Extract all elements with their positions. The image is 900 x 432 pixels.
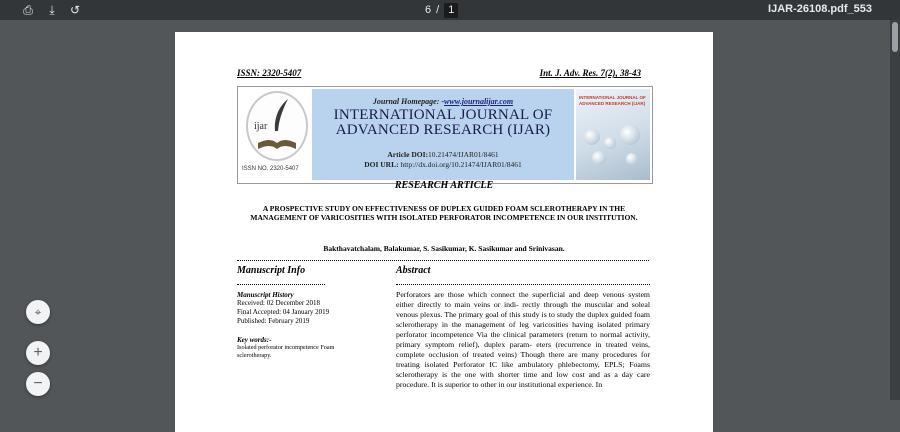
journal-title-line1: INTERNATIONAL JOURNAL OF — [333, 107, 553, 123]
molecule-graphic — [584, 129, 600, 145]
fit-page-icon: ⌖ — [34, 305, 42, 319]
abstract-heading: Abstract — [396, 265, 431, 276]
zoom-out-button[interactable] — [26, 372, 50, 396]
article-doi: 10.21474/IJAR01/8461 — [427, 150, 499, 159]
file-name: IJAR-26108.pdf_553 — [768, 3, 872, 15]
citation-header: Int. J. Adv. Res. 7(2), 38-43 — [539, 68, 641, 78]
manuscript-info-heading: Manuscript Info — [237, 265, 306, 276]
molecule-graphic — [604, 137, 616, 149]
abstract-divider — [396, 284, 650, 285]
page-number-input[interactable]: 1 — [444, 3, 458, 18]
section-divider — [237, 260, 649, 261]
journal-title-band — [312, 89, 574, 180]
page-separator: / — [436, 4, 440, 16]
logo-issn: ISSN NO. 2320-5407 — [242, 166, 299, 172]
accepted-date: Final Accepted: 04 January 2019 — [237, 308, 330, 316]
issn-header: ISSN: 2320-5407 — [237, 68, 302, 78]
molecule-graphic — [592, 151, 606, 165]
logo-text: ijar — [254, 121, 268, 132]
minus-icon: − — [33, 375, 43, 392]
download-icon[interactable]: ⤓ — [49, 3, 55, 17]
journal-logo — [240, 89, 310, 180]
journal-cover-thumbnail — [576, 89, 650, 180]
journal-title-line2: ADVANCED RESEARCH (IJAR) — [335, 122, 551, 138]
homepage-link[interactable]: www.journalijar.com — [444, 97, 514, 106]
article-type: RESEARCH ARTICLE — [394, 180, 494, 191]
journal-homepage — [312, 97, 574, 106]
journal-title — [312, 108, 574, 138]
rotate-icon[interactable]: ↺ — [69, 3, 81, 17]
fit-page-button[interactable] — [26, 300, 50, 324]
print-icon[interactable]: ⎙ — [23, 3, 33, 17]
published-date: Published: February 2019 — [237, 317, 310, 325]
author-list: Bakthavatchalam, Balakumar, S. Sasikumar, K. Sasikumar and Srinivasan. — [323, 244, 565, 253]
info-divider — [237, 284, 325, 285]
cover-title: INTERNATIONAL JOURNAL OF ADVANCED RESEARCH (IJAR) — [579, 95, 646, 106]
plus-icon: + — [33, 344, 43, 361]
pdf-page — [175, 32, 713, 432]
keywords: Isolated perforator incompetence Foam sclerotherapy. — [237, 344, 335, 360]
molecule-graphic — [620, 125, 640, 145]
abstract-text: Perforators are those which connect the superficial and deep venous system either directly to main veins or indi- rectly through the muscular and soleal venous plexus. The primary goal of this study is to study the duplex guided foam sclerotherapy in the management of leg varicosities having isolated primary perforator incompetence Via the clinical parameters (return to normal activity, primary symptom relief), duplex param- eters (recurrence in treated veins, complete occlusion of treated veins) Though there are many procedures for treating isolated Perforator IC like ambulatory phlebectomy, EPLS; Foams sclerotherapy is the one with shorter time and low cost and as a day care procedure. It is superior to other in our institutional experience. In — [396, 290, 650, 389]
journal-banner — [237, 86, 653, 184]
page-current-label: 6 — [425, 4, 432, 16]
doi-block — [312, 150, 574, 170]
logo-emblem — [246, 91, 308, 161]
pdf-toolbar — [0, 0, 900, 20]
page-indicator — [425, 2, 458, 18]
vertical-scrollbar[interactable] — [890, 20, 900, 400]
quill-book-icon — [248, 93, 306, 159]
doi-url-label: DOI URL: — [364, 160, 399, 169]
paper-title: A PROSPECTIVE STUDY ON EFFECTIVENESS OF DUPLEX GUIDED FOAM SCLEROTHERAPY IN THE MANAGEMENT OF VARICOSITIES WITH ISOLATED PERFORATOR INCOMPETENCE IN OUR INSTITUTION. — [250, 204, 638, 222]
scrollbar-thumb[interactable] — [892, 22, 898, 52]
manuscript-history-label: Manuscript History — [237, 291, 294, 299]
received-date: Received: 02 December 2018 — [237, 299, 320, 307]
article-doi-label: Article DOI: — [387, 150, 428, 159]
doi-url[interactable]: http://dx.doi.org/10.21474/IJAR01/8461 — [400, 160, 522, 169]
homepage-label: Journal Homepage: - — [372, 97, 445, 106]
molecule-graphic — [626, 153, 638, 165]
zoom-in-button[interactable] — [26, 341, 50, 365]
keywords-label: Key words:- — [237, 336, 272, 344]
